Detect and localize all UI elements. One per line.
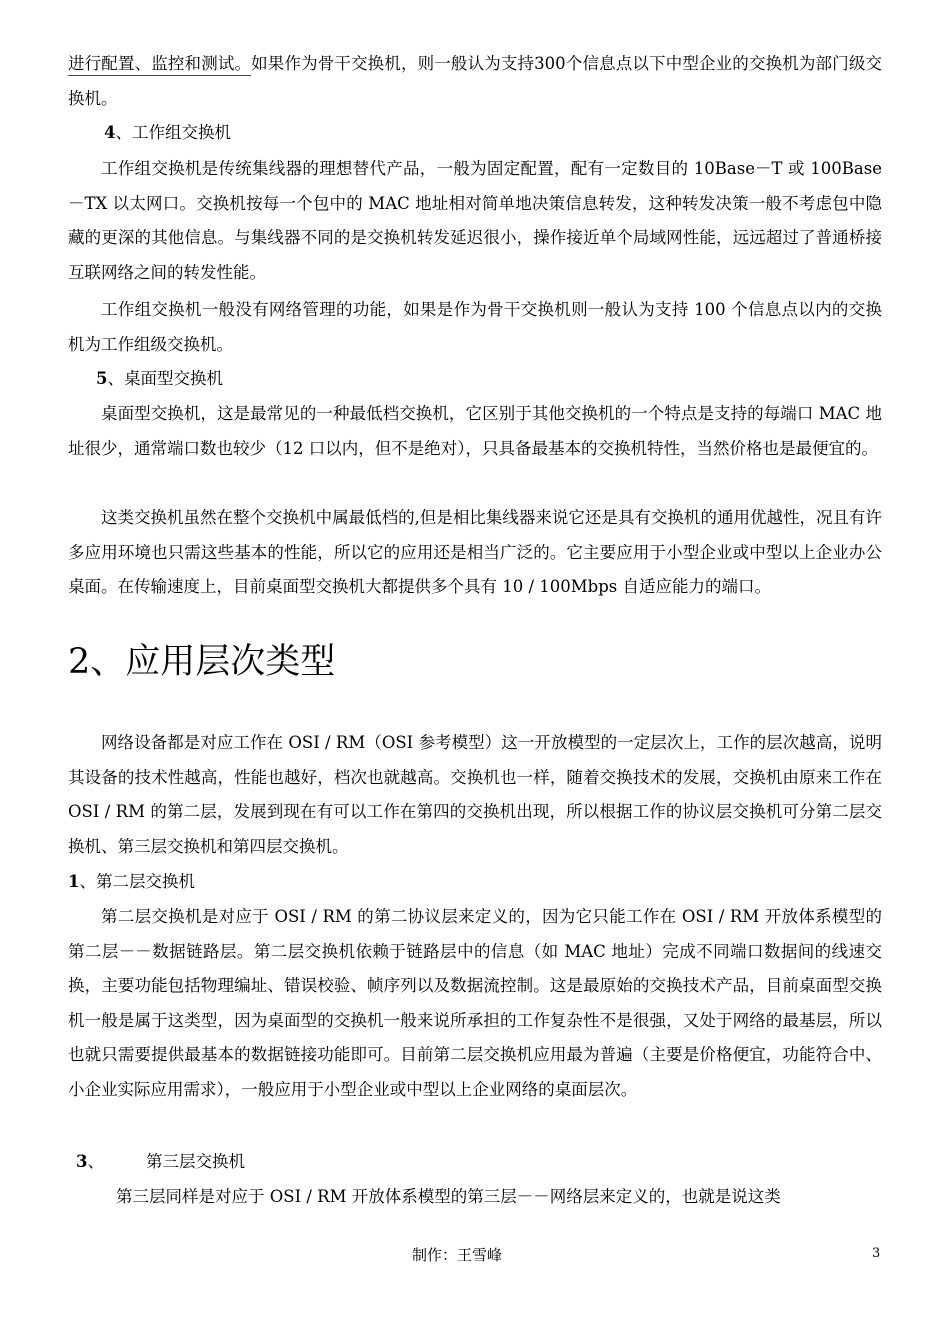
subheading-desktop-switch: 5、桌面型交换机 [96, 369, 223, 388]
paragraph-layer3-description: 第三层同样是对应于 OSI / RM 开放体系模型的第三层－－网络层来定义的，也就是说这类 [116, 1187, 781, 1206]
subheading-layer2-switch: 1、第二层交换机 [68, 872, 195, 891]
paragraph-layer2-description: 第二层交换机是对应于 OSI / RM 的第二协议层来定义的，因为它只能工作在 OSI / RM 开放体系模型的第二层－－数据链路层。第二层交换机依赖于链路层中的信息（如 MAC 地址）完成不同端口数据间的线速交换，主要功能包括物理编址、错误校验、帧序列以及数据流控制。这是最原始的交换技术产品，目前桌面型交换机一般是属于这类型，因为桌面型的交换机一般来说所承担的工作复杂性不是很强，又处于网络的最基层，所以也就只需要提供最基本的数据链接功能即可。目前第二层交换机应用最为普遍（主要是价格便宜，功能符合中、小企业实际应用需求），一般应用于小型企业或中型以上企业网络的桌面层次。 [68, 907, 882, 1099]
paragraph-desktop-intro: 桌面型交换机，这是最常见的一种最低档交换机，它区别于其他交换机的一个特点是支持的每端口 MAC 地址很少，通常端口数也较少（12 口以内，但不是绝对），只具备最基本的交换机特性，当然价格也是最便宜的。 [68, 404, 882, 458]
paragraph-layer-types: 网络设备都是对应工作在 OSI / RM（OSI 参考模型）这一开放模型的一定层次上，工作的层次越高，说明其设备的技术性越高，性能也越好，档次也就越高。交换机也一样，随着交换技术的发展，交换机由原来工作在 OSI / RM 的第二层，发展到现在有可以工作在第四的交换机出现，所以根据工作的协议层交换机可分第二层交换机、第三层交换机和第四层交换机。 [68, 733, 882, 856]
paragraph-desktop-usage: 这类交换机虽然在整个交换机中属最低档的,但是相比集线器来说它还是具有交换机的通用优越性，况且有许多应用环境也只需这些基本的性能，所以它的应用还是相当广泛的。它主要应用于小型企业或中型以上企业办公桌面。在传输速度上，目前桌面型交换机大都提供多个具有 10 / 100Mbps 自适应能力的端口。 [68, 508, 882, 597]
footer-author: 制作：王雪峰 [412, 1246, 503, 1264]
paragraph-text: 如果作为骨干交换机，则一般认为支持300个信息点以下中型企业的交换机为部门级交换机。 [68, 54, 882, 108]
section-title: 2、应用层次类型 [68, 642, 336, 682]
paragraph-workgroup-intro: 工作组交换机是传统集线器的理想替代产品，一般为固定配置，配有一定数目的 10Base－T 或 100Base－TX 以太网口。交换机按每一个包中的 MAC 地址相对简单地决策信息转发，这种转发决策一般不考虑包中隐藏的更深的其他信息。与集线器不同的是交换机转发延迟很小，操作接近单个局域网性能，远远超过了普通桥接互联网络之间的转发性能。 [68, 159, 882, 282]
subheading-layer3-switch: 3、 第三层交换机 [76, 1152, 245, 1171]
page-number: 3 [872, 1246, 881, 1261]
paragraph-workgroup-management: 工作组交换机一般没有网络管理的功能，如果是作为骨干交换机则一般认为支持 100 个信息点以内的交换机为工作组级交换机。 [68, 300, 882, 354]
underlined-phrase: 进行配置、监控和测试。 [68, 54, 252, 73]
paragraph-continuation [68, 47, 882, 116]
subheading-workgroup-switch: 4、工作组交换机 [104, 123, 231, 142]
